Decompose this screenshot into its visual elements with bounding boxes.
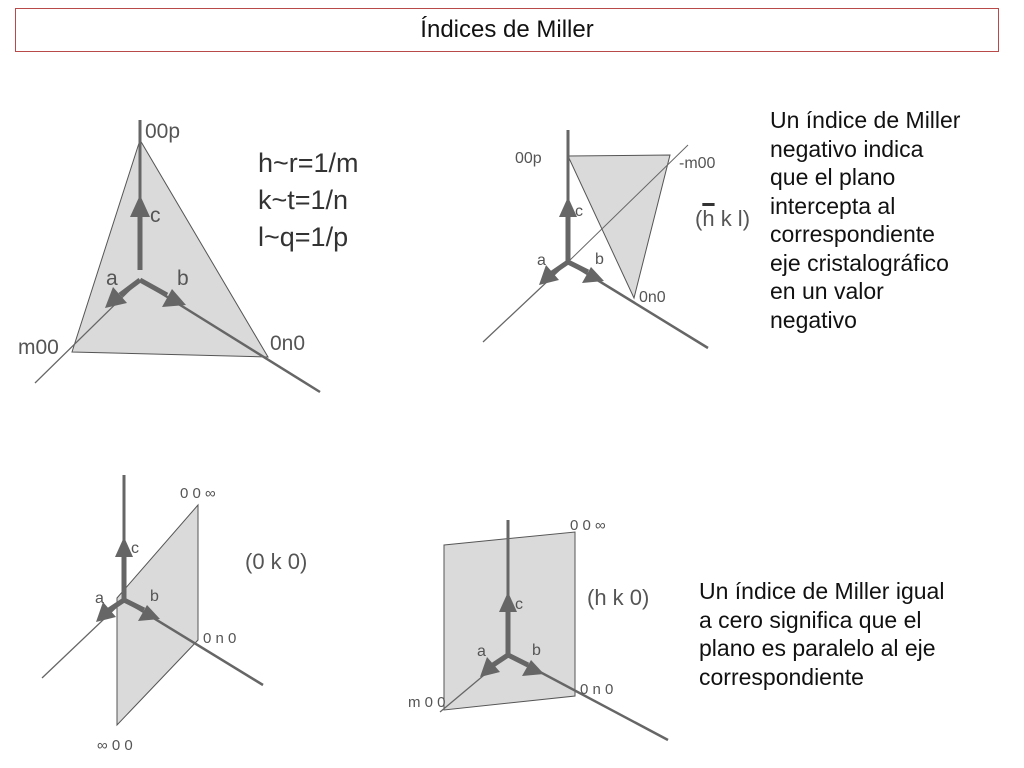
page-title: Índices de Miller [15,8,999,52]
miller-plane [117,505,198,725]
label-axis-a: a [537,252,546,269]
label-00-inf: 0 0 ∞ [180,485,216,502]
miller-index-negative: ($\overline{h}$ k l) [695,206,751,231]
diagram-hk0-plane [400,510,730,768]
diagram-0k0-plane [30,465,280,765]
label-axis-c: c [131,540,139,557]
label-axis-c: c [575,203,583,220]
equation-k: k~t=1/n [258,185,349,215]
label-axis-c: c [150,204,161,227]
miller-equations [258,145,359,256]
label-axis-b: b [150,588,159,605]
label-m00: m00 [18,336,59,359]
miller-plane [568,155,670,298]
note-zero-index: Un índice de Miller igual a cero significa que el plano es paralelo al eje correspondiente [699,578,945,690]
note-negative-index: Un índice de Miller negativo indica que el plano intercepta al correspondiente eje cristalográfico en un valor negativo [770,107,961,333]
label-0n0: 0 n 0 [203,630,237,647]
label-axis-c: c [515,596,523,613]
label-00p: 00p [145,120,181,143]
label-00p: 00p [515,150,542,167]
index-h-bar: $\overline{h}$ [702,206,715,231]
equation-h: h~r=1/m [258,148,359,178]
label-00-inf: 0 0 ∞ [570,517,606,534]
label-axis-a: a [106,267,118,290]
equation-l: l~q=1/p [258,222,349,252]
axis-line-a [42,600,124,678]
label-axis-b: b [177,267,189,290]
label-axis-b: b [595,251,604,268]
miller-index-hk0: (h k 0) [587,585,650,610]
diagram-negative-index [460,100,750,370]
label-0n0: 0n0 [270,332,306,355]
label-axis-b: b [532,642,541,659]
label-axis-a: a [477,643,486,660]
miller-plane [72,140,268,357]
label-minus-m00: -m00 [679,155,716,172]
label-inf-00: ∞ 0 0 [97,737,133,754]
label-axis-a: a [95,590,104,607]
label-0n0: 0n0 [639,289,666,306]
label-m00: m 0 0 [408,694,446,711]
miller-index-0k0: (0 k 0) [245,549,308,574]
axis-line-a [483,262,568,342]
label-0n0: 0 n 0 [580,681,614,698]
